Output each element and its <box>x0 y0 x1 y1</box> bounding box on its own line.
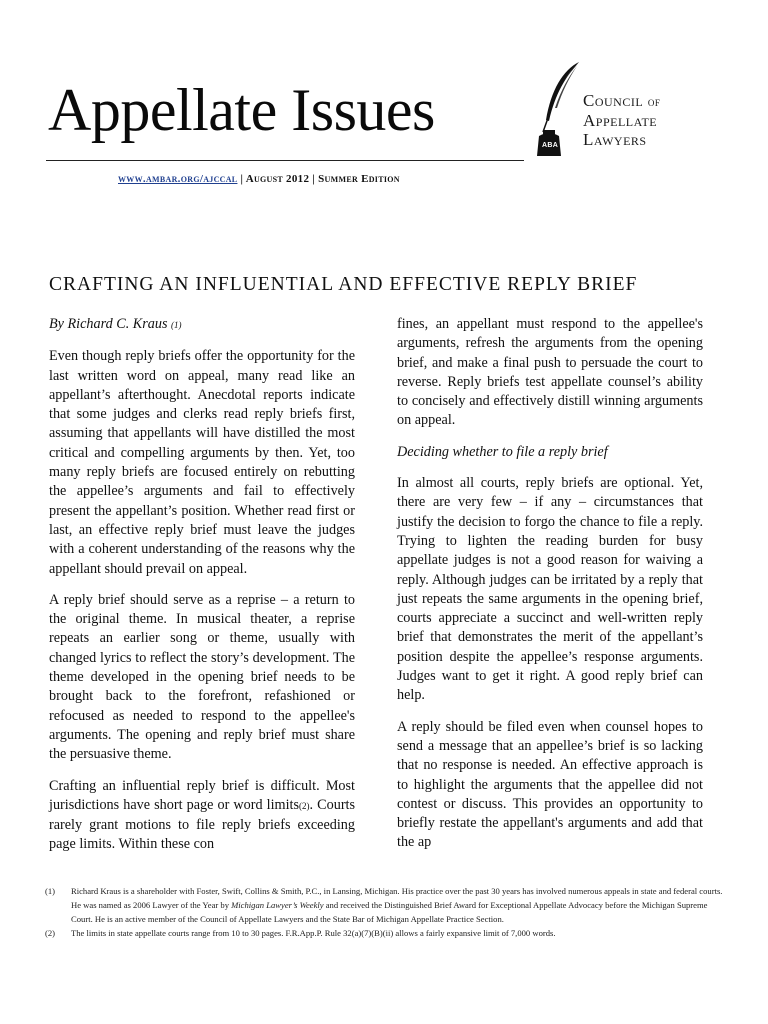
website-link[interactable]: www.ambar.org/ajccal <box>118 173 238 185</box>
publication-name: Michigan Lawyer’s Weekly <box>231 900 324 910</box>
issue-info-line <box>118 173 400 185</box>
footnote-number: (2) <box>45 928 56 938</box>
footnote-text <box>71 884 725 926</box>
footnote-ref-1[interactable]: (1) <box>171 320 182 330</box>
paragraph: Even though reply briefs offer the opportunity for the last written word on appeal, many read like an appellant’s afterthought. Anecdotal reports indicate that some judges and clerks read reply briefs first, assuming that appellants will have distilled the most critical and compelling arguments by then. Yet, too many reply briefs are focused entirely on rebutting the appellee’s arguments and fail to effectively present the appellant’s position. Whether read first or last, an effective reply brief must leave the judges with a coherent understanding of the reasons why the appellant should prevail on appeal. <box>49 348 355 577</box>
paragraph: fines, an appellant must respond to the appellee's arguments, refresh the arguments from the opening brief, and make a final push to persuade the court to reverse. Reply briefs test appellate counsel’s ability to concisely and effectively distill winning arguments on appeal. <box>397 316 703 429</box>
footnote-ref-2[interactable]: (2) <box>299 800 310 811</box>
paragraph: A reply should be filed even when counsel hopes to send a message that an appellee’s brief is so lacking that no response is needed. An effective approach is to highlight the arguments that the appellee did not contest or discuss. This provides an opportunity to briefly restate the appellant's arguments and add that the ap <box>397 718 703 851</box>
separator: | <box>312 173 316 185</box>
section-subheading: Deciding whether to file a reply brief <box>397 443 608 460</box>
footnote-text: The limits in state appellate courts range from 10 to 30 pages. F.R.App.P. Rule 32(a)(7)(B)(ii) allows a fairly expansive limit of 7,000 words. <box>71 928 556 938</box>
logo-wordmark <box>583 91 660 149</box>
aba-mark: ABA <box>542 142 559 149</box>
footnotes <box>45 884 725 940</box>
footnote <box>45 884 725 926</box>
council-logo <box>533 60 713 160</box>
newsletter-title: Appellate Issues <box>48 77 435 143</box>
separator: | <box>240 173 244 185</box>
paragraph: In almost all courts, reply briefs are optional. Yet, there are very few – if any – circumstances that justify the decision to forgo the chance to file a reply. Trying to lighten the reading burden for busy appellate judges is not a good reason for waiving a reply. Although judges can be irritated by a reply that just repeats the same arguments in the opening brief, courts appreciate a succinct and well-written reply brief that demonstrates the merit of the appellant’s position despite the appellee’s response arguments. Judges want to get it right. A good reply brief can help. <box>397 475 703 704</box>
article-column-left <box>49 315 355 867</box>
footnote-number: (1) <box>45 886 56 896</box>
footnote-text-part: Richard Kraus is a shareholder with Foster, Swift, Collins & Smith, P.C., in Lansing, Michigan. His practice over the past 30 years has involved numerous appeals in state and federal courts. He was named as 2006 Lawyer of the Year by <box>71 886 723 910</box>
logo-line-1: Council <box>583 91 644 110</box>
article-title: CRAFTING AN INFLUENTIAL AND EFFECTIVE REPLY BRIEF <box>49 274 638 295</box>
paragraph-text: . Courts rarely grant motions to file reply briefs exceeding page limits. Within these con <box>49 796 356 853</box>
logo-line-3: Lawyers <box>583 130 647 149</box>
paragraph <box>49 777 355 855</box>
issue-date: August 2012 <box>245 173 310 185</box>
byline <box>49 315 355 335</box>
logo-line-2: Appellate <box>583 111 658 130</box>
issue-edition: Summer Edition <box>318 173 400 185</box>
masthead-divider <box>46 160 524 161</box>
paragraph: A reply brief should serve as a reprise – a return to the original theme. In musical theater, a reprise repeats an earlier song or theme, usually with changed lyrics to reflect the story’s development. The theme developed in the opening brief needs to be brought back to the forefront, refashioned or refocused as needed to respond to the appellee's arguments. The opening and reply brief must share the persuasive theme. <box>49 591 355 763</box>
byline-text: By Richard C. Kraus <box>49 316 168 332</box>
footnote-text-part: and received the Distinguished Brief Award for Exceptional Appellate Advocacy before the Michigan Supreme Court. He is an active member of the Council of Appellate Lawyers and the State Bar of Michigan Appellate Practice Section. <box>71 900 708 924</box>
paragraph-text: Crafting an influential reply brief is difficult. Most jurisdictions have short page or word limits <box>49 777 355 813</box>
footnote <box>45 926 725 940</box>
article-column-right <box>397 315 703 865</box>
logo-line-1-of: of <box>647 94 661 109</box>
